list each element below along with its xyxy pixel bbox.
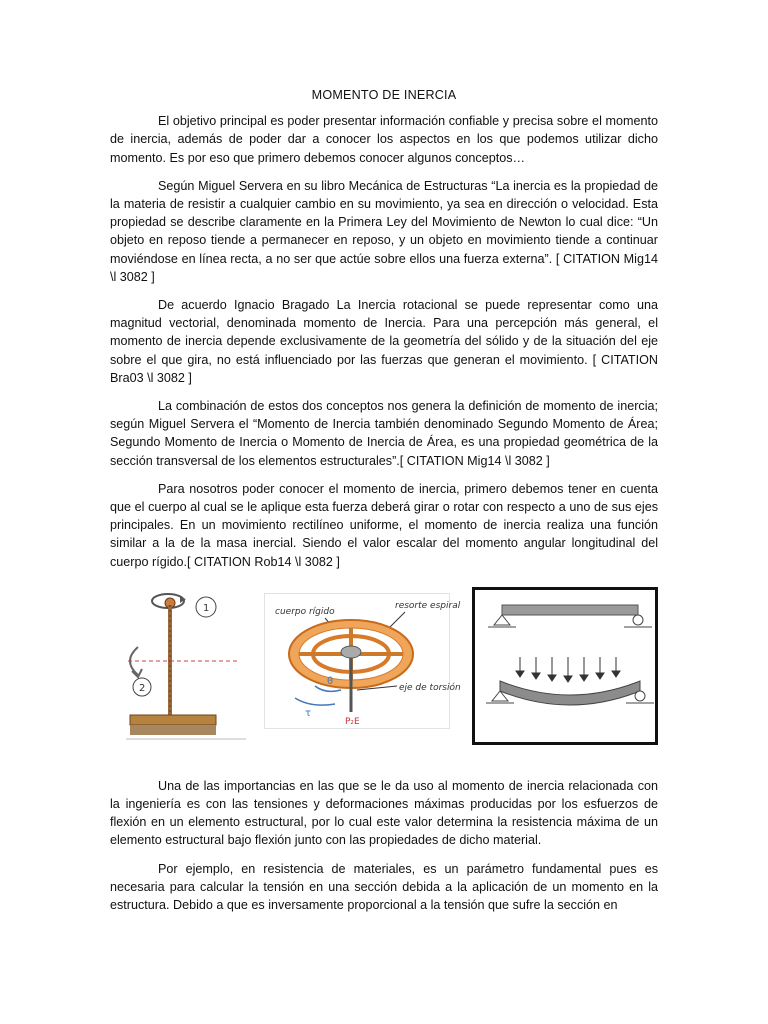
- rotating-rod-figure: [118, 587, 254, 743]
- paragraph-rotational-inertia: De acuerdo Ignacio Bragado La Inercia rotacional se puede representar como una magnitud vectorial, denominada momento de Inercia. Para una percepción más general, el momento de inercia depende exclusivamente de la geometría del sólido y de la situación del eje sobre el que gira, no está influenciado por las fuerzas que generan el movimiento. [ CITATION Bra03 \l 3082 ]: [110, 298, 658, 385]
- straight-beam: [502, 605, 638, 615]
- torsion-wheel-figure: [264, 593, 461, 729]
- label-torsion-axis: eje de torsión: [399, 682, 461, 693]
- paragraph-objective: El objetivo principal es poder presentar información confiable y precisa sobre el momento de inercia, además de poder dar a conocer los aspectos en los que podemos utilizar dicho momento. Es por eso que primero debemos conocer algunos conceptos…: [110, 114, 658, 165]
- beam-bending-figure: [472, 587, 658, 745]
- support-right-top: [633, 615, 643, 625]
- document-title: MOMENTO DE INERCIA: [311, 88, 457, 102]
- label-theta: θ: [327, 675, 334, 687]
- label-pe: P₂E: [345, 716, 360, 727]
- document-body: [110, 86, 658, 924]
- paragraph-rotation-axis: Para nosotros poder conocer el momento de inercia, primero debemos tener en cuenta que el cuerpo al cual se le aplique esta fuerza deberá girar o rotar con respecto a uno de sus ejes principales. En un movimiento rectilíneo uniforme, el momento de inercia realiza una función similar a la de la masa inercial. Siendo el valor escalar del momento angular longitudinal del cuerpo rígido.[ CITATION Rob14 \l 3082 ]: [110, 481, 658, 569]
- base-block: [130, 715, 216, 725]
- figure-row: [110, 587, 658, 759]
- tau-arrow: [295, 698, 335, 705]
- paragraph-combination: La combinación de estos dos conceptos nos genera la definición de momento de inercia; según Miguel Servera el “Momento de Inercia también denominado Segundo Momento de Área; Segundo Momento de Inercia o Momento de Inercia de Área, es una propiedad geométrica de la sección transversal de los elementos estructurales”.[ CITATION Mig14 \l 3082 ]: [110, 399, 658, 468]
- label-tau: τ: [305, 707, 312, 719]
- paragraph-inertia-definition: Según Miguel Servera en su libro Mecánica de Estructuras “La inercia es la propiedad de la materia de resistir a cualquier cambio en su movimiento, ya sea en dirección o velocidad. Esta propiedad se describe claramente en la Primera Ley del Movimiento de Newton lo cual dice: “Un objeto en reposo tiende a permanecer en reposo, y un objeto en movimiento tiende a continuar moviéndose en línea recta, a no ser que actúe sobre ellos una fuerza externa”. [ CITATION Mig14 \l 3082 ]: [110, 178, 658, 284]
- support-right-bottom: [635, 691, 645, 701]
- label-spiral-spring: resorte espiral: [395, 600, 461, 611]
- paragraph-engineering-importance: Una de las importancias en las que se le da uso al momento de inercia relacionada con la ingeniería es con las tensiones y deformaciones máximas producidas por los esfuerzos de flexión en un elemento estructural, por lo cual este valor determina la resistencia máxima de un elemento estructural bajo flexión junto con las propiedades de dicho material.: [110, 778, 658, 848]
- base-bristles: [130, 725, 216, 735]
- label-1-text: 1: [203, 602, 210, 614]
- label-rigid-body: cuerpo rígido: [275, 606, 335, 617]
- spring-hub: [341, 646, 361, 658]
- label-2-text: 2: [139, 682, 146, 694]
- paragraph-materials-example: Por ejemplo, en resistencia de materiales, es un parámetro fundamental pues es necesaria para calcular la tensión en una sección debida a la aplicación de un momento en la estructura. Debido a que es inversamente proporcional a la tensión que sufre la sección en: [110, 861, 658, 913]
